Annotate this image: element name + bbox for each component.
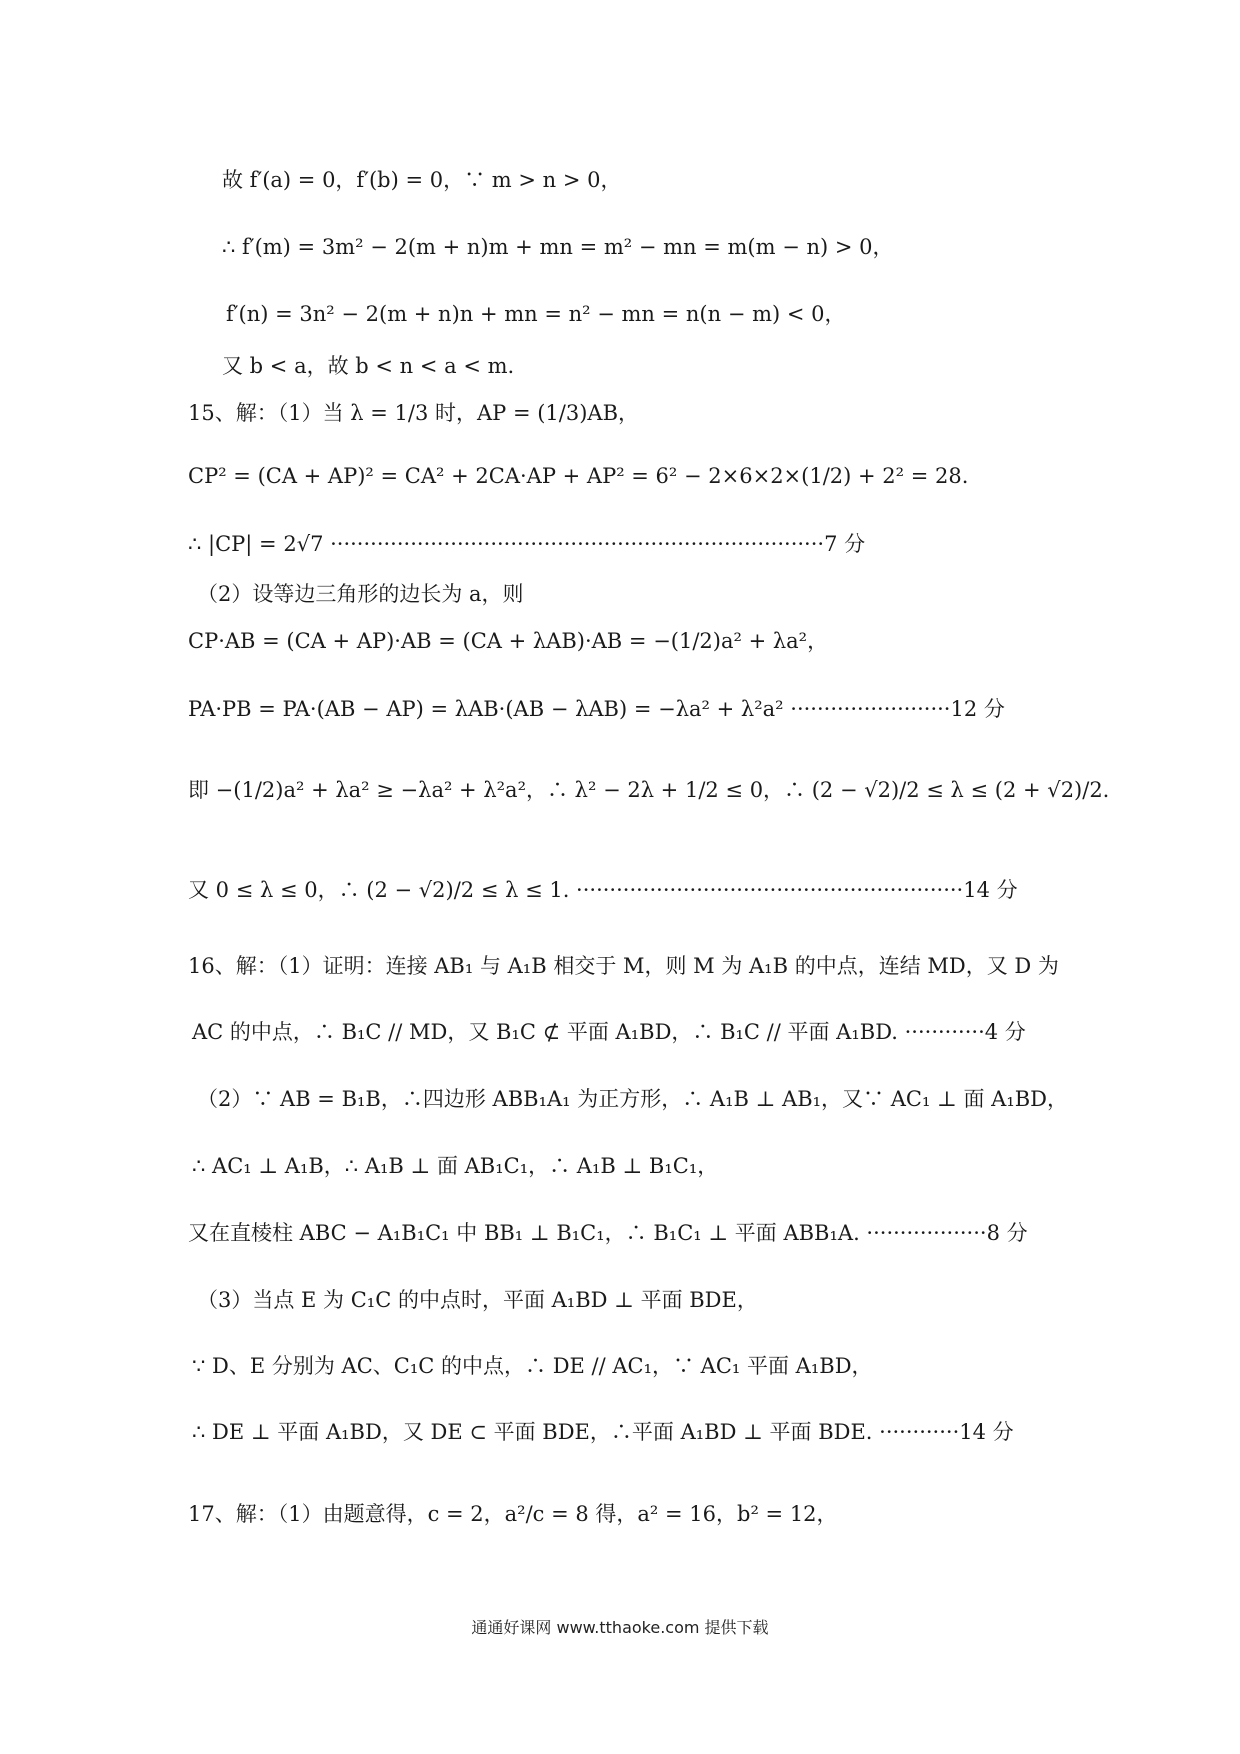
- line-11: 即 −(1/2)a² + λa² ≥ −λa² + λ²a²，∴ λ² − 2λ + 1/2 ≤ 0，∴ (2 − √2)/2 ≤ λ ≤ (2 + √2)/2.: [188, 778, 1110, 802]
- line-2: ∴ f′(m) = 3m² − 2(m + n)m + mn = m² − mn = m(m − n) > 0，: [222, 235, 894, 259]
- line-7: ∴ |CP| = 2√7 ··········································································7 分: [188, 532, 866, 556]
- line-12: 又 0 ≤ λ ≤ 0，∴ (2 − √2)/2 ≤ λ ≤ 1. ··························································14 分: [188, 878, 1018, 902]
- line-20: ∴ DE ⊥ 平面 A₁BD，又 DE ⊂ 平面 BDE，∴平面 A₁BD ⊥ 平面 BDE. ············14 分: [192, 1420, 1014, 1444]
- footer-text: 通通好课网 www.tthaoke.com 提供下载: [471, 1618, 769, 1637]
- line-9: CP·AB = (CA + AP)·AB = (CA + λAB)·AB = −(1/2)a² + λa²，: [188, 629, 829, 653]
- line-16: ∴ AC₁ ⊥ A₁B，∴ A₁B ⊥ 面 AB₁C₁，∴ A₁B ⊥ B₁C₁，: [192, 1154, 719, 1178]
- line-13: 16、解：（1）证明：连接 AB₁ 与 A₁B 相交于 M，则 M 为 A₁B 的中点，连结 MD，又 D 为: [188, 954, 1059, 978]
- line-3: f′(n) = 3n² − 2(m + n)n + mn = n² − mn = n(n − m) < 0，: [226, 302, 846, 326]
- line-18: （3）当点 E 为 C₁C 的中点时，平面 A₁BD ⊥ 平面 BDE，: [197, 1288, 758, 1312]
- line-8: （2）设等边三角形的边长为 a，则: [197, 582, 524, 606]
- line-4: 又 b < a，故 b < n < a < m.: [222, 354, 515, 378]
- line-6: CP² = (CA + AP)² = CA² + 2CA·AP + AP² = 6² − 2×6×2×(1/2) + 2² = 28.: [188, 464, 969, 488]
- line-10: PA·PB = PA·(AB − AP) = λAB·(AB − λAB) = −λa² + λ²a² ························12 分: [188, 697, 1005, 721]
- line-17: 又在直棱柱 ABC − A₁B₁C₁ 中 BB₁ ⊥ B₁C₁，∴ B₁C₁ ⊥ 平面 ABB₁A. ··················8 分: [188, 1221, 1028, 1245]
- line-15: （2）∵ AB = B₁B，∴四边形 ABB₁A₁ 为正方形，∴ A₁B ⊥ AB₁，又∵ AC₁ ⊥ 面 A₁BD，: [197, 1087, 1069, 1111]
- line-1: 故 f′(a) = 0，f′(b) = 0，∵ m > n > 0，: [222, 168, 622, 192]
- line-14: AC 的中点，∴ B₁C // MD，又 B₁C ⊄ 平面 A₁BD，∴ B₁C // 平面 A₁BD. ············4 分: [192, 1020, 1026, 1044]
- line-19: ∵ D、E 分别为 AC、C₁C 的中点，∴ DE // AC₁，∵ AC₁ 平面 A₁BD，: [192, 1354, 873, 1378]
- line-5: 15、解：（1）当 λ = 1/3 时，AP = (1/3)AB，: [188, 401, 640, 425]
- line-21: 17、解：（1）由题意得，c = 2，a²/c = 8 得，a² = 16，b² = 12，: [188, 1502, 838, 1526]
